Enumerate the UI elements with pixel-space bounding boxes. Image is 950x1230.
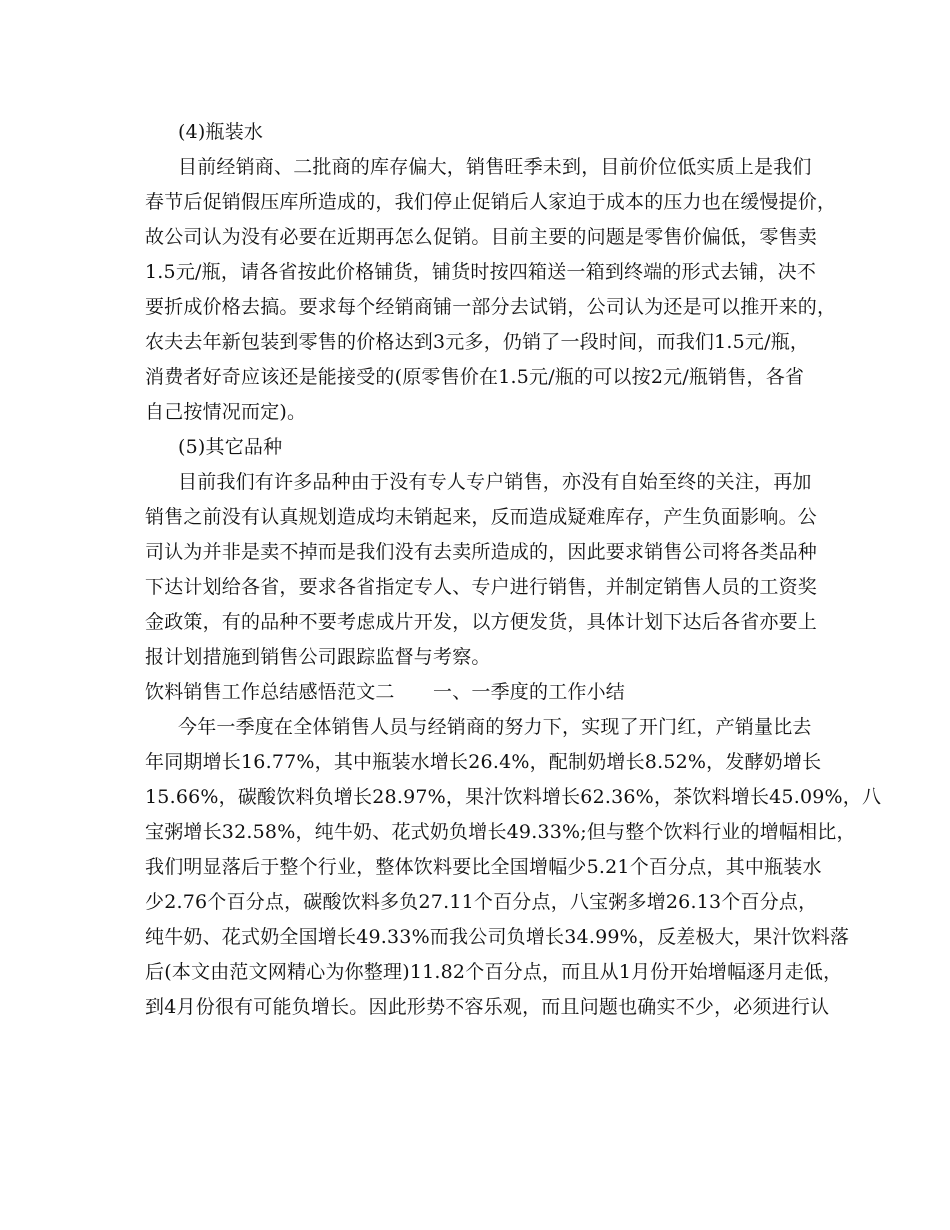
- paragraph-line: 报计划措施到销售公司跟踪监督与考察。: [145, 646, 491, 668]
- paragraph-line: 宝粥增长32.58%，纯牛奶、花式奶负增长49.33%;但与整个饮料行业的增幅相比，: [145, 821, 856, 843]
- paragraph-line: 农夫去年新包装到零售的价格达到3元多，仍销了一段时间，而我们1.5元/瓶，: [145, 331, 810, 353]
- paragraph-line: 销售之前没有认真规划造成均未销起来，反而造成疑难库存，产生负面影响。公: [145, 506, 818, 528]
- paragraph-line: 15.66%，碳酸饮料负增长28.97%，果汁饮料增长62.36%，茶饮料增长45.09%，八: [145, 786, 882, 808]
- paragraph-line: 自己按情况而定)。: [145, 401, 307, 423]
- paragraph-line: 到4月份很有可能负增长。因此形势不容乐观，而且问题也确实不少，必须进行认: [145, 996, 830, 1018]
- paragraph-line: 消费者好奇应该还是能接受的(原零售价在1.5元/瓶的可以按2元/瓶销售，各省: [145, 366, 805, 388]
- section-heading-other-varieties: (5)其它品种: [178, 436, 283, 458]
- paragraph-line: 春节后促销假压库所造成的，我们停止促销后人家迫于成本的压力也在缓慢提价，: [145, 191, 837, 213]
- paragraph-line: 目前经销商、二批商的库存偏大，销售旺季未到，目前价位低实质上是我们: [178, 156, 812, 178]
- paragraph-line: 少2.76个百分点，碳酸饮料多负27.11个百分点，八宝粥多增26.13个百分点，: [145, 891, 818, 913]
- paragraph-line: 目前我们有许多品种由于没有专人专户销售，亦没有自始至终的关注，再加: [178, 471, 812, 493]
- paragraph-line: 下达计划给各省，要求各省指定专人、专户进行销售，并制定销售人员的工资奖: [145, 576, 818, 598]
- paragraph-line: 要折成价格去搞。要求每个经销商铺一部分去试销，公司认为还是可以推开来的，: [145, 296, 837, 318]
- paragraph-line: 后(本文由范文网精心为你整理)11.82个百分点，而且从1月份开始增幅逐月走低，: [145, 961, 843, 983]
- paragraph-line: 我们明显落后于整个行业，整体饮料要比全国增幅少5.21个百分点，其中瓶装水: [145, 856, 822, 878]
- paragraph-line: 金政策，有的品种不要考虑成片开发，以方便发货，具体计划下达后各省亦要上: [145, 611, 818, 633]
- article-title-line: 饮料销售工作总结感悟范文二 一、一季度的工作小结: [145, 681, 626, 703]
- paragraph-line: 纯牛奶、花式奶全国增长49.33%而我公司负增长34.99%，反差极大，果汁饮料落: [145, 926, 850, 948]
- section-heading-bottled-water: (4)瓶装水: [178, 121, 264, 143]
- paragraph-line: 1.5元/瓶，请各省按此价格铺货，铺货时按四箱送一箱到终端的形式去铺，决不: [145, 261, 817, 283]
- paragraph-line: 年同期增长16.77%，其中瓶装水增长26.4%，配制奶增长8.52%，发酵奶增长: [145, 751, 822, 773]
- paragraph-line: 司认为并非是卖不掉而是我们没有去卖所造成的，因此要求销售公司将各类品种: [145, 541, 818, 563]
- paragraph-line: 今年一季度在全体销售人员与经销商的努力下，实现了开门红，产销量比去: [178, 716, 812, 738]
- paragraph-line: 故公司认为没有必要在近期再怎么促销。目前主要的问题是零售价偏低，零售卖: [145, 226, 818, 248]
